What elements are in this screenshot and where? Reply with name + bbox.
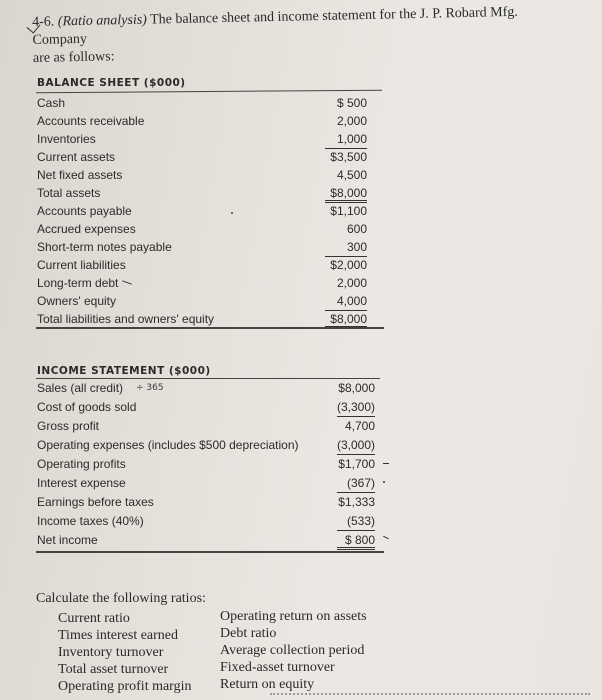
ratio-times-interest-earned: Times interest earned xyxy=(58,628,179,643)
is-label-operating-expenses: Operating expenses (includes $500 depreciation) xyxy=(37,438,299,452)
is-value-income-taxes: (533) xyxy=(337,512,375,531)
bs-value-inventories: 1,000 xyxy=(325,130,367,149)
income-statement-bottom-rule xyxy=(36,551,384,553)
bs-label-total-assets: Total assets xyxy=(37,186,101,200)
bs-label-current-assets: Current assets xyxy=(37,150,116,164)
is-label-gross-profit: Gross profit xyxy=(37,419,100,433)
ratios-right-column xyxy=(220,608,367,693)
bs-value-short-term-notes: 300 xyxy=(325,238,367,257)
is-label-net-income: Net income xyxy=(37,533,98,547)
pen-dash-net-income xyxy=(383,536,389,539)
ratio-inventory-turnover: Inventory turnover xyxy=(58,645,164,660)
bs-label-net-fixed-assets: Net fixed assets xyxy=(37,168,123,182)
bs-value-total-assets: $8,000 xyxy=(325,184,367,203)
bs-value-net-fixed-assets: 4,500 xyxy=(336,168,367,182)
is-value-cogs: (3,300) xyxy=(337,398,375,417)
problem-text-continued: are as follows: xyxy=(32,49,115,66)
bs-label-owners-equity: Owners' equity xyxy=(37,294,116,308)
is-value-ebt: $1,333 xyxy=(338,495,375,509)
balance-sheet-title: BALANCE SHEET ($000) xyxy=(37,77,186,89)
bs-value-owners-equity: 4,000 xyxy=(325,292,367,311)
pen-dash-operating-profits xyxy=(383,463,389,464)
bs-value-current-liabilities: $2,000 xyxy=(330,258,367,272)
balance-sheet-bottom-rule xyxy=(36,327,384,329)
bs-value-accounts-payable: $1,100 xyxy=(330,204,367,218)
bs-value-accrued-expenses: 600 xyxy=(346,222,367,236)
bs-value-current-assets: $3,500 xyxy=(330,150,367,164)
bs-label-short-term-notes: Short-term notes payable xyxy=(37,240,172,254)
bs-value-accounts-receivable: 2,000 xyxy=(336,114,367,128)
problem-number: 4-6. xyxy=(32,14,55,30)
bs-label-accounts-payable: Accounts payable xyxy=(37,204,132,218)
bs-value-cash: $ 500 xyxy=(336,96,367,110)
balance-sheet-table xyxy=(37,94,367,329)
is-label-ebt: Earnings before taxes xyxy=(37,495,154,509)
is-label-interest-expense: Interest expense xyxy=(37,476,126,490)
ratios-heading: Calculate the following ratios: xyxy=(36,591,206,606)
is-label-cogs: Cost of goods sold xyxy=(37,400,137,414)
income-statement-title: INCOME STATEMENT ($000) xyxy=(37,365,211,377)
bs-label-cash: Cash xyxy=(37,96,66,110)
is-value-interest-expense: (367) xyxy=(337,474,375,493)
ratio-debt-ratio: Debt ratio xyxy=(220,626,277,641)
problem-statement xyxy=(32,3,573,68)
is-value-operating-expenses: (3,000) xyxy=(337,436,375,455)
ratio-current-ratio: Current ratio xyxy=(58,611,130,626)
bs-label-accrued-expenses: Accrued expenses xyxy=(37,222,136,236)
is-label-income-taxes: Income taxes (40%) xyxy=(37,514,144,528)
bs-label-inventories: Inventories xyxy=(37,132,96,146)
is-label-operating-profits: Operating profits xyxy=(37,457,126,471)
problem-text: The balance sheet and income statement for the J. P. Robard Mfg. Company xyxy=(32,4,518,48)
is-value-gross-profit: 4,700 xyxy=(344,419,375,433)
bs-label-total-liabilities-equity: Total liabilities and owners' equity xyxy=(37,312,215,326)
cutoff-text-fragment xyxy=(270,693,590,698)
is-value-operating-profits: $1,700 xyxy=(338,457,375,471)
bs-label-current-liabilities: Current liabilities xyxy=(37,258,126,272)
bs-value-long-term-debt: 2,000 xyxy=(336,276,367,290)
balance-sheet-top-rule xyxy=(36,90,382,93)
ratios-left-column xyxy=(58,610,192,695)
ratio-average-collection-period: Average collection period xyxy=(220,643,365,658)
bs-value-total-liabilities-equity: $8,000 xyxy=(325,310,367,329)
is-label-sales: Sales (all credit) xyxy=(37,381,124,395)
income-statement-table xyxy=(37,379,379,549)
pen-dot-interest xyxy=(383,481,385,483)
problem-tag: (Ratio analysis) xyxy=(57,12,148,30)
ratio-return-on-equity: Return on equity xyxy=(220,677,315,692)
is-value-sales: $8,000 xyxy=(338,381,375,395)
pen-dot xyxy=(231,212,233,214)
ratio-fixed-asset-turnover: Fixed-asset turnover xyxy=(220,660,335,675)
ratio-total-asset-turnover: Total asset turnover xyxy=(58,662,169,677)
bs-label-accounts-receivable: Accounts receivable xyxy=(37,114,145,128)
bs-label-long-term-debt: Long-term debt xyxy=(37,276,119,290)
ratio-operating-return-on-assets: Operating return on assets xyxy=(220,609,367,624)
ratio-operating-profit-margin: Operating profit margin xyxy=(58,679,192,694)
is-value-net-income: $ 800 xyxy=(337,531,375,550)
handwritten-note: ÷ 365 xyxy=(136,383,164,393)
